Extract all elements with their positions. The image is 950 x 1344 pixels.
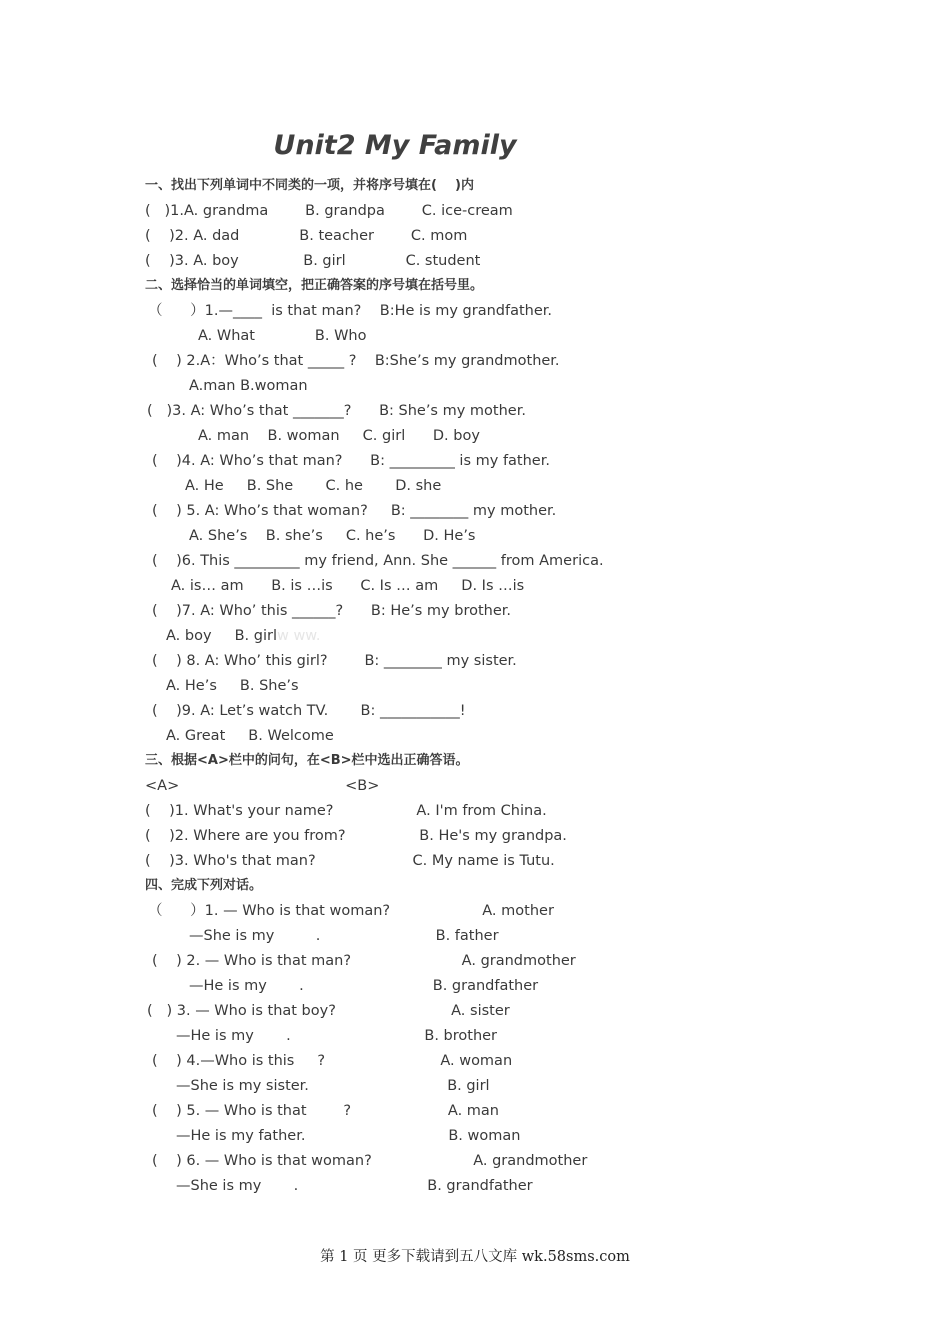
worksheet-line: A. boy B. girlw ww.	[166, 628, 321, 644]
section-heading: 一、找出下列单词中不同类的一项，并将序号填在( )内	[145, 178, 474, 193]
worksheet-line: A. Great B. Welcome	[166, 728, 334, 744]
worksheet-line: ( ) 2. — Who is that man? A. grandmother	[152, 953, 576, 969]
worksheet-line: ( )3. A: Who’s that _______? B: She’s my mother.	[147, 403, 526, 419]
worksheet-line: —She is my . B. grandfather	[176, 1178, 533, 1194]
section-heading: 四、完成下列对话。	[145, 878, 263, 893]
worksheet-line: A. He’s B. She’s	[166, 678, 299, 694]
worksheet-line: A. She’s B. she’s C. he’s D. He’s	[189, 528, 476, 544]
worksheet-line: A.man B.woman	[189, 378, 308, 394]
page-footer: 第 1 页 更多下载请到五八文库 wk.58sms.com	[320, 1249, 630, 1265]
worksheet-line: ( )3. Who's that man? C. My name is Tutu.	[145, 853, 555, 869]
worksheet-line: A. He B. She C. he D. she	[185, 478, 442, 494]
worksheet-line: —She is my . B. father	[189, 928, 499, 944]
worksheet-line: （ ）1. — Who is that woman? A. mother	[148, 903, 554, 919]
worksheet-line: <A> <B>	[145, 778, 380, 794]
worksheet-line: ( )7. A: Who’ this ______? B: He’s my brother.	[152, 603, 511, 619]
worksheet-line: A. man B. woman C. girl D. boy	[198, 428, 480, 444]
worksheet-line: ( ) 8. A: Who’ this girl? B: ________ my sister.	[152, 653, 517, 669]
worksheet-line: ( )3. A. boy B. girl C. student	[145, 253, 481, 269]
worksheet-line: ( ) 5. — Who is that ? A. man	[152, 1103, 500, 1119]
worksheet-line: （ ）1.—____ is that man? B:He is my grandfather.	[148, 303, 553, 319]
worksheet-line: ( )6. This _________ my friend, Ann. She ______ from America.	[152, 553, 604, 569]
page-title: Unit2 My Family	[273, 130, 517, 161]
watermark-text: w ww.	[276, 628, 321, 644]
worksheet-line: ( ) 5. A: Who’s that woman? B: ________ my mother.	[152, 503, 557, 519]
section-heading: 三、根据<A>栏中的问句，在<B>栏中选出正确答语。	[145, 753, 469, 768]
worksheet-line: —He is my . B. grandfather	[189, 978, 539, 994]
worksheet-line: —He is my . B. brother	[176, 1028, 498, 1044]
worksheet-line: ( ) 4.—Who is this ? A. woman	[152, 1053, 513, 1069]
worksheet-line: ( )4. A: Who’s that man? B: _________ is my father.	[152, 453, 550, 469]
worksheet-line: A. is… am B. is …is C. Is … am D. Is …is	[171, 578, 525, 594]
worksheet-line: ( ) 3. — Who is that boy? A. sister	[147, 1003, 510, 1019]
worksheet-line: ( )1. What's your name? A. I'm from China.	[145, 803, 547, 819]
worksheet-line: —She is my sister. B. girl	[176, 1078, 490, 1094]
worksheet-line: ( )1.A. grandma B. grandpa C. ice-cream	[145, 203, 513, 219]
worksheet-line: ( )2. Where are you from? B. He's my grandpa.	[145, 828, 567, 844]
worksheet-line: ( )2. A. dad B. teacher C. mom	[145, 228, 468, 244]
worksheet-line: ( ) 6. — Who is that woman? A. grandmother	[152, 1153, 588, 1169]
worksheet-line: —He is my father. B. woman	[176, 1128, 521, 1144]
worksheet-line: ( ) 2.A：Who’s that _____ ? B:She’s my grandmother.	[152, 353, 560, 369]
worksheet-line: A. What B. Who	[198, 328, 367, 344]
section-heading: 二、选择恰当的单词填空，把正确答案的序号填在括号里。	[145, 278, 484, 293]
worksheet-line: ( )9. A: Let’s watch TV. B: ___________!	[152, 703, 466, 719]
